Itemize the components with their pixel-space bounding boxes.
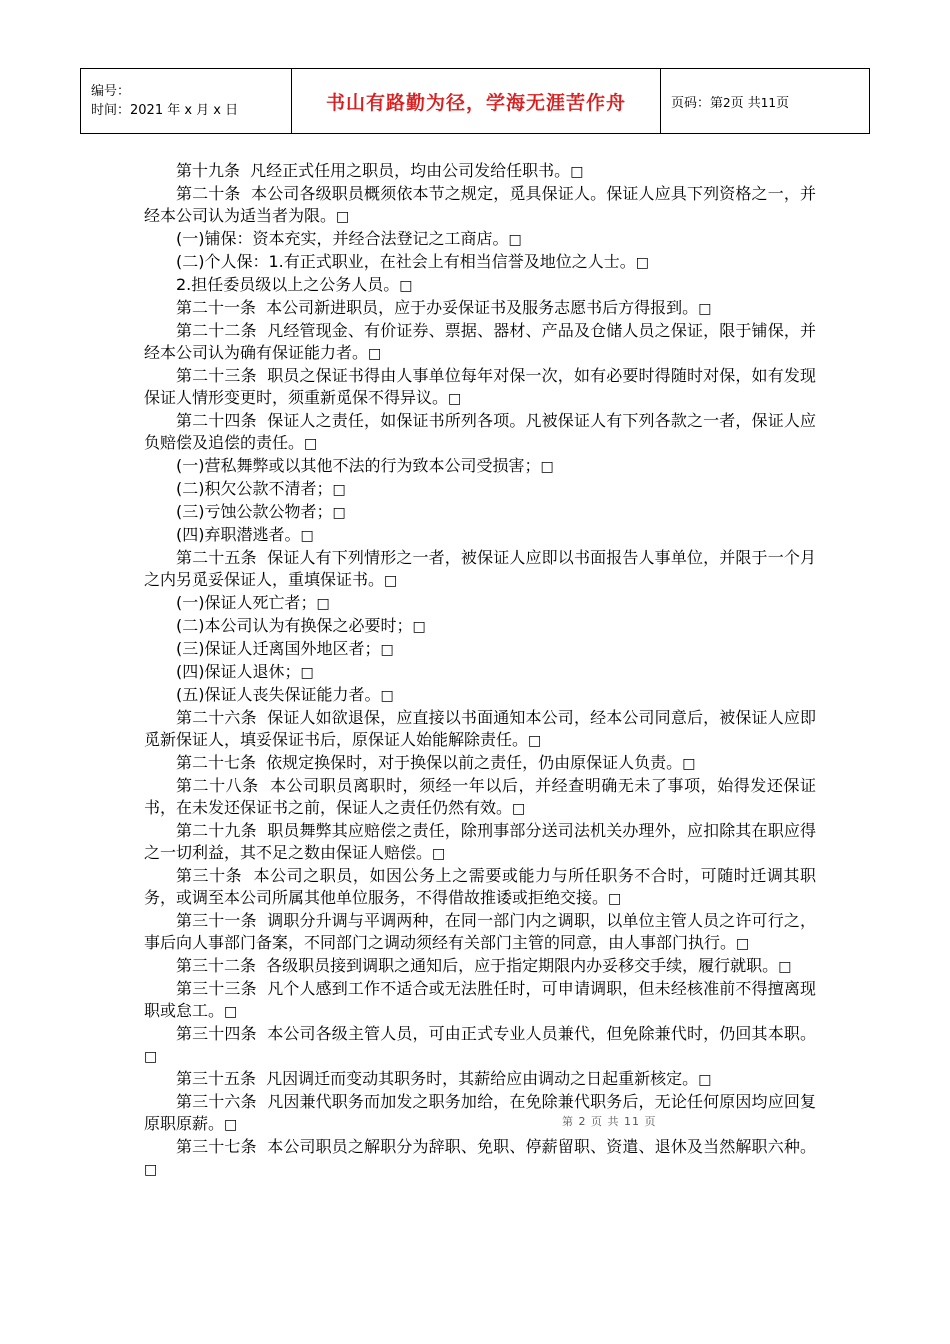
paragraph-text: 第二十三条 职员之保证书得由人事单位每年对保一次，如有必要时得随时对保，如有发现保证人情形变更时，须重新觅保不得异议。 [144, 366, 816, 407]
paragraph [144, 615, 816, 638]
header-motto: 书山有路勤为径，学海无涯苦作舟 [292, 69, 661, 134]
paragraph-end-mark: □ [300, 665, 314, 681]
paragraph [144, 547, 816, 592]
paragraph-end-mark: □ [736, 936, 750, 952]
document-date-label: 时间：2021 年 x 月 x 日 [91, 103, 239, 118]
paragraph [144, 707, 816, 752]
paragraph-text: (二)积欠公款不清者； [176, 479, 333, 498]
paragraph-text: (五)保证人丧失保证能力者。 [176, 685, 381, 704]
paragraph-end-mark: □ [448, 391, 462, 407]
paragraph-text: (四)保证人退休； [176, 662, 301, 681]
paragraph [144, 455, 816, 478]
page-number-cell [661, 69, 870, 134]
paragraph-text: 第二十九条 职员舞弊其应赔偿之责任，除刑事部分送司法机关办理外，应扣除其在职应得之一切利益，其不足之数由保证人赔偿。 [144, 821, 816, 862]
paragraph-end-mark: □ [698, 1072, 712, 1088]
paragraph [144, 752, 816, 775]
paragraph-end-mark: □ [380, 642, 394, 658]
paragraph-text: (三)亏蚀公款公物者； [176, 502, 333, 521]
page-current: 2 [723, 95, 731, 110]
paragraph [144, 592, 816, 615]
paragraph-end-mark: □ [368, 346, 382, 362]
paragraph-text: 第三十三条 凡个人感到工作不适合或无法胜任时，可申请调职，但未经核准前不得擅离现职或怠工。 [144, 979, 816, 1020]
paragraph-end-mark: □ [336, 209, 350, 225]
paragraph [144, 478, 816, 501]
paragraph [144, 684, 816, 707]
paragraph [144, 297, 816, 320]
overlay-page-tag: 第 2 页 共 11 页 [562, 1115, 657, 1128]
paragraph [144, 1091, 816, 1136]
paragraph-end-mark: □ [698, 301, 712, 317]
paragraph-text: 第二十七条 依规定换保时，对于换保以前之责任，仍由原保证人负责。 [176, 753, 683, 772]
paragraph [144, 955, 816, 978]
paragraph [144, 1068, 816, 1091]
page-middle: 页 共 [730, 95, 761, 111]
paragraph-text: (二)个人保：1.有正式职业，在社会上有相当信誉及地位之人士。 [176, 252, 636, 271]
paragraph-end-mark: □ [224, 1117, 238, 1133]
paragraph-end-mark: □ [778, 959, 792, 975]
paragraph-end-mark: □ [316, 596, 330, 612]
paragraph [144, 638, 816, 661]
paragraph-end-mark: □ [412, 619, 426, 635]
paragraph-end-mark: □ [144, 1049, 158, 1065]
paragraph [144, 160, 816, 183]
paragraph [144, 978, 816, 1023]
document-number-label: 编号： [91, 84, 131, 99]
paragraph-end-mark: □ [512, 801, 526, 817]
paragraph [144, 320, 816, 365]
paragraph-end-mark: □ [399, 278, 413, 294]
paragraph-end-mark: □ [528, 733, 542, 749]
paragraph [144, 661, 816, 684]
paragraph [144, 410, 816, 455]
paragraph-end-mark: □ [224, 1004, 238, 1020]
paragraph [144, 501, 816, 524]
paragraph [144, 228, 816, 251]
paragraph [144, 865, 816, 910]
paragraph-text: (三)保证人迁离国外地区者； [176, 639, 381, 658]
page-suffix: 页 [776, 95, 790, 111]
paragraph-text: 第二十五条 保证人有下列情形之一者，被保证人应即以书面报告人事单位，并限于一个月之内另觅妥保证人，重填保证书。 [144, 548, 816, 589]
paragraph-text: 第三十五条 凡因调迁而变动其职务时，其薪给应由调动之日起重新核定。 [176, 1069, 699, 1088]
paragraph-end-mark: □ [570, 164, 584, 180]
paragraph-text: 第十九条 凡经正式任用之职员，均由公司发给任职书。 [176, 161, 571, 180]
paragraph-text: 第二十八条 本公司职员离职时，须经一年以后，并经查明确无未了事项，始得发还保证书，在未发还保证书之前，保证人之责任仍然有效。 [144, 776, 816, 817]
paragraph [144, 910, 816, 955]
page-prefix: 页码：第 [671, 95, 724, 111]
document-body [144, 160, 816, 1181]
paragraph-text: 第二十六条 保证人如欲退保，应直接以书面通知本公司，经本公司同意后，被保证人应即觅新保证人，填妥保证书后，原保证人始能解除责任。 [144, 708, 816, 749]
paragraph-text: 第三十四条 本公司各级主管人员，可由正式专业人员兼代，但免除兼代时，仍回其本职。 [176, 1024, 816, 1043]
paragraph-end-mark: □ [540, 459, 554, 475]
paragraph-text: 第三十六条 凡因兼代职务而加发之职务加给，在免除兼代职务后，无论任何原因均应回复原职原薪。 [144, 1092, 816, 1133]
paragraph-text: 第二十一条 本公司新进职员，应于办妥保证书及服务志愿书后方得报到。 [176, 298, 699, 317]
paragraph-text: (一)营私舞弊或以其他不法的行为致本公司受损害； [176, 456, 541, 475]
paragraph-end-mark: □ [380, 688, 394, 704]
paragraph-end-mark: □ [332, 482, 346, 498]
paragraph-text: (一)保证人死亡者； [176, 593, 317, 612]
paragraph [144, 274, 816, 297]
paragraph-text: 第三十条 本公司之职员，如因公务上之需要或能力与所任职务不合时，可随时迁调其职务，或调至本公司所属其他单位服务，不得借故推诿或拒绝交接。 [144, 866, 816, 907]
paragraph [144, 365, 816, 410]
paragraph-text: (一)铺保：资本充实，并经合法登记之工商店。 [176, 229, 509, 248]
paragraph-text: 第二十二条 凡经管现金、有价证券、票据、器材、产品及仓储人员之保证，限于铺保，并经本公司认为确有保证能力者。 [144, 321, 816, 362]
paragraph-end-mark: □ [508, 232, 522, 248]
paragraph-end-mark: □ [608, 891, 622, 907]
paragraph [144, 1023, 816, 1068]
paragraph-end-mark: □ [144, 1162, 158, 1178]
paragraph-text: 第二十四条 保证人之责任，如保证书所列各项。凡被保证人有下列各款之一者，保证人应负赔偿及追偿的责任。 [144, 411, 816, 452]
paragraph [144, 183, 816, 228]
paragraph-text: 2.担任委员级以上之公务人员。 [176, 275, 400, 294]
paragraph-end-mark: □ [304, 436, 318, 452]
paragraph-end-mark: □ [682, 756, 696, 772]
paragraph-end-mark: □ [635, 255, 649, 271]
paragraph-text: 第三十七条 本公司职员之解职分为辞职、免职、停薪留职、资遣、退休及当然解职六种。 [176, 1137, 816, 1156]
header-meta-cell [81, 69, 292, 134]
paragraph-text: 第三十一条 调职分升调与平调两种，在同一部门内之调职，以单位主管人员之许可行之，事后向人事部门备案，不同部门之调动须经有关部门主管的同意，由人事部门执行。 [144, 911, 816, 952]
page-total: 11 [760, 95, 777, 110]
paragraph-text: 第三十二条 各级职员接到调职之通知后，应于指定期限内办妥移交手续，履行就职。 [176, 956, 779, 975]
paragraph-end-mark: □ [384, 573, 398, 589]
paragraph-end-mark: □ [300, 528, 314, 544]
paragraph-text: (四)弃职潜逃者。 [176, 525, 301, 544]
paragraph [144, 775, 816, 820]
paragraph [144, 1136, 816, 1181]
paragraph-end-mark: □ [332, 505, 346, 521]
paragraph [144, 251, 816, 274]
paragraph-end-mark: □ [432, 846, 446, 862]
paragraph [144, 524, 816, 547]
paragraph-text: (二)本公司认为有换保之必要时； [176, 616, 413, 635]
paragraph-text: 第二十条 本公司各级职员概须依本节之规定，觅具保证人。保证人应具下列资格之一，并经本公司认为适当者为限。 [144, 184, 816, 225]
paragraph [144, 820, 816, 865]
document-header [80, 68, 870, 134]
